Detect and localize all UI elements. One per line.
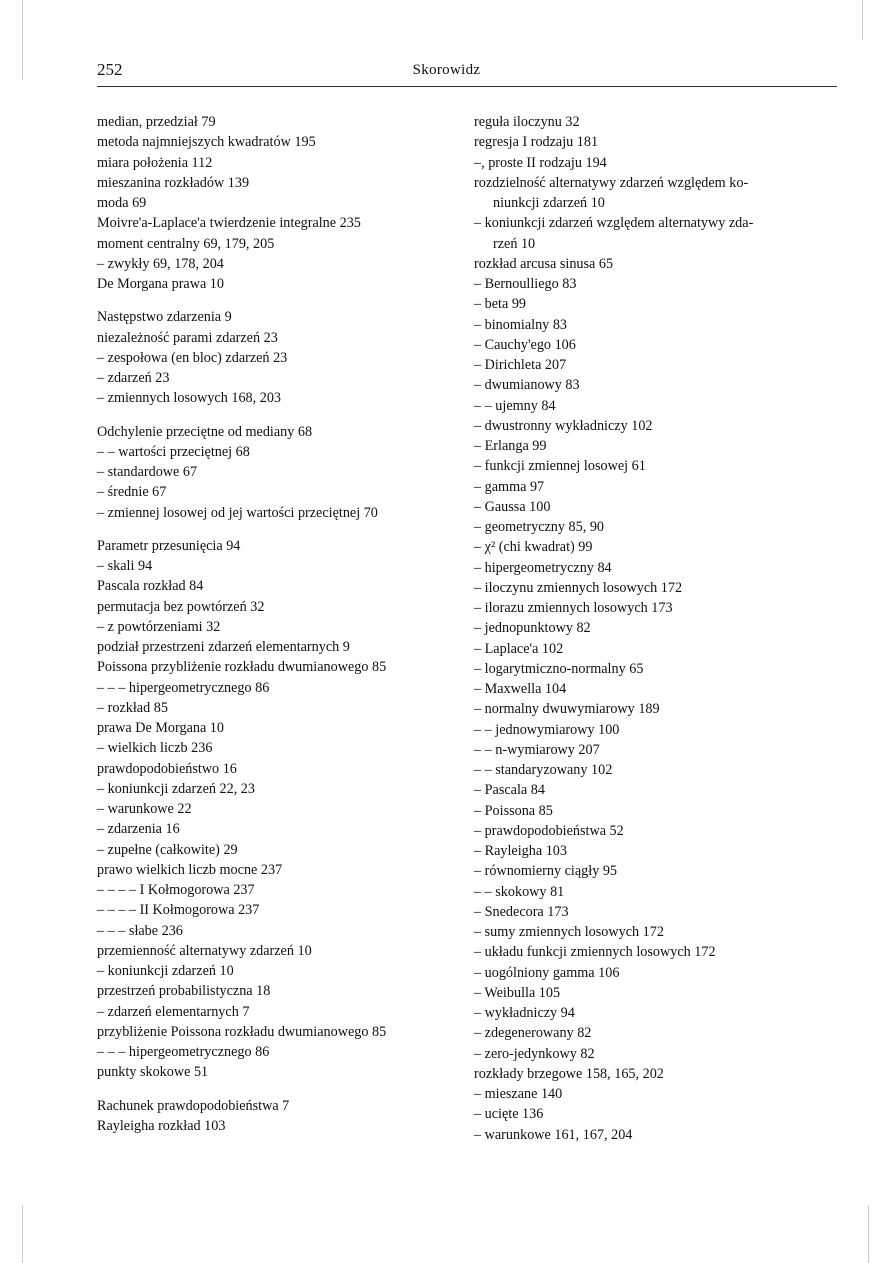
index-entry: – zespołowa (en bloc) zdarzeń 23 — [97, 349, 288, 366]
running-title: Skorowidz — [412, 62, 481, 78]
index-entry: – uogólniony gamma 106 — [474, 964, 620, 981]
index-entry: rozkład arcusa sinusa 65 — [474, 255, 614, 272]
index-entry: – zdarzeń 23 — [97, 370, 170, 386]
index-entry: – – skokowy 81 — [474, 883, 565, 900]
index-entry: reguła iloczynu 32 — [474, 114, 580, 130]
section-gap — [97, 1083, 459, 1096]
index-entry: – – – – I Kołmogorowa 237 — [97, 882, 255, 898]
index-entry: Poissona przybliżenie rozkładu dwumianowego 85 — [97, 659, 387, 676]
index-entry: – prawdopodobieństwa 52 — [474, 822, 624, 839]
scan-edge — [868, 1205, 869, 1263]
section-gap — [97, 294, 459, 307]
index-entry: – zupełne (całkowite) 29 — [97, 841, 238, 858]
index-entry: – koniunkcji zdarzeń 22, 23 — [97, 780, 255, 797]
index-entry: – – – hipergeometrycznego 86 — [97, 679, 270, 696]
index-entry: rozdzielność alternatywy zdarzeń względem ko- — [474, 174, 749, 191]
index-entry: – – ujemny 84 — [474, 397, 556, 414]
index-entry: – Laplace'a 102 — [474, 640, 564, 657]
index-entry: – sumy zmiennych losowych 172 — [474, 924, 664, 940]
index-entry: – zwykły 69, 178, 204 — [97, 255, 224, 272]
index-entry: – logarytmiczno-normalny 65 — [474, 660, 644, 677]
index-entry: – równomierny ciągły 95 — [474, 863, 618, 880]
index-entry: – – – hipergeometrycznego 86 — [97, 1044, 270, 1060]
section-gap — [97, 409, 459, 422]
index-entry: rozkłady brzegowe 158, 165, 202 — [474, 1065, 664, 1082]
index-entry: prawdopodobieństwo 16 — [97, 760, 237, 777]
index-entry: – wykładniczy 94 — [474, 1005, 575, 1021]
index-entry: – Weibulla 105 — [474, 984, 561, 1001]
index-entry: – gamma 97 — [474, 478, 545, 495]
index-entry: Rachunek prawdopodobieństwa 7 — [97, 1097, 290, 1114]
index-entry: – – n-wymiarowy 207 — [474, 741, 600, 758]
index-entry: permutacja bez powtórzeń 32 — [97, 598, 265, 615]
index-entry: – Bernoulliego 83 — [474, 276, 577, 292]
index-entry: – – – słabe 236 — [97, 922, 183, 939]
index-entry: prawo wielkich liczb mocne 237 — [97, 861, 283, 878]
index-entry: – warunkowe 22 — [97, 801, 192, 817]
index-entry: – standardowe 67 — [97, 464, 198, 480]
index-entry: – zmiennych losowych 168, 203 — [97, 390, 282, 407]
index-entry: – zero-jedynkowy 82 — [474, 1045, 595, 1062]
index-entry: – hipergeometryczny 84 — [474, 559, 612, 576]
index-entry: – z powtórzeniami 32 — [97, 618, 221, 635]
index-entry: przybliżenie Poissona rozkładu dwumianowego 85 — [97, 1023, 387, 1040]
index-entry: – – jednowymiarowy 100 — [474, 721, 620, 738]
index-entry: Pascala rozkład 84 — [97, 578, 204, 595]
index-entry: mieszanina rozkładów 139 — [97, 174, 250, 191]
index-entry: – skali 94 — [97, 558, 153, 574]
index-column-right — [474, 112, 844, 1145]
index-entry: – – – – II Kołmogorowa 237 — [97, 902, 260, 919]
index-entry: – dwustronny wykładniczy 102 — [474, 417, 653, 434]
index-entry: – koniunkcji zdarzeń względem alternatywy zda- — [474, 215, 754, 232]
scan-edge — [22, 1205, 23, 1263]
section-gap — [97, 523, 459, 536]
index-column-left — [97, 112, 459, 1136]
index-entry: – średnie 67 — [97, 484, 167, 501]
index-entry: – dwumianowy 83 — [474, 377, 580, 394]
index-entry: Parametr przesunięcia 94 — [97, 537, 241, 554]
index-entry: punkty skokowe 51 — [97, 1064, 209, 1081]
index-entry: – – standaryzowany 102 — [474, 762, 613, 778]
index-entry: – Snedecora 173 — [474, 903, 569, 920]
index-entry: Odchylenie przeciętne od mediany 68 — [97, 423, 313, 440]
index-entry: – zdarzenia 16 — [97, 821, 180, 838]
index-entry: – zmiennej losowej od jej wartości przeciętnej 70 — [97, 504, 378, 521]
index-entry: miara położenia 112 — [97, 154, 213, 171]
index-entry: podział przestrzeni zdarzeń elementarnych 9 — [97, 639, 350, 655]
index-entry: – koniunkcji zdarzeń 10 — [97, 963, 234, 979]
index-entry: median, przedział 79 — [97, 114, 216, 130]
index-entry: niezależność parami zdarzeń 23 — [97, 329, 278, 346]
index-entry: – beta 99 — [474, 296, 527, 313]
index-entry: – Gaussa 100 — [474, 498, 551, 515]
index-entry: przestrzeń probabilistyczna 18 — [97, 983, 271, 1000]
index-entry: – binomialny 83 — [474, 316, 568, 333]
index-entry: – jednopunktowy 82 — [474, 620, 591, 637]
index-entry: – Maxwella 104 — [474, 681, 567, 697]
index-entry: – wielkich liczb 236 — [97, 740, 213, 757]
index-entry: Następstwo zdarzenia 9 — [97, 309, 232, 326]
index-entry: Rayleigha rozkład 103 — [97, 1117, 226, 1134]
index-entry: niunkcji zdarzeń 10 — [493, 195, 605, 211]
index-entry: – ucięte 136 — [474, 1106, 544, 1123]
index-entry: – Dirichleta 207 — [474, 357, 567, 373]
index-entry: –, proste II rodzaju 194 — [474, 154, 607, 171]
index-entry: – – wartości przeciętnej 68 — [97, 443, 250, 460]
index-entry: – ilorazu zmiennych losowych 173 — [474, 600, 673, 616]
index-entry: – χ² (chi kwadrat) 99 — [474, 539, 593, 556]
index-entry: – Cauchy'ego 106 — [474, 336, 576, 353]
index-entry: – mieszane 140 — [474, 1086, 563, 1102]
scan-edge — [862, 0, 863, 40]
index-entry: – zdarzeń elementarnych 7 — [97, 1003, 250, 1020]
index-entry: – układu funkcji zmiennych losowych 172 — [474, 944, 716, 961]
header-rule — [97, 86, 837, 87]
index-entry: moment centralny 69, 179, 205 — [97, 235, 275, 252]
index-entry: metoda najmniejszych kwadratów 195 — [97, 134, 316, 151]
index-entry: – Poissona 85 — [474, 802, 553, 819]
index-entry: – funkcji zmiennej losowej 61 — [474, 458, 646, 475]
index-entry: – geometryczny 85, 90 — [474, 519, 605, 535]
index-entry: – normalny dwuwymiarowy 189 — [474, 701, 660, 718]
index-entry: – iloczynu zmiennych losowych 172 — [474, 579, 683, 596]
page-number: 252 — [97, 60, 123, 79]
index-entry: – warunkowe 161, 167, 204 — [474, 1126, 633, 1143]
index-entry: regresja I rodzaju 181 — [474, 134, 599, 151]
index-entry: – zdegenerowany 82 — [474, 1025, 592, 1042]
index-entry: – rozkład 85 — [97, 699, 168, 716]
index-entry: rzeń 10 — [493, 235, 536, 252]
index-entry: De Morgana prawa 10 — [97, 276, 224, 292]
index-entry: – Erlanga 99 — [474, 438, 547, 454]
index-entry: moda 69 — [97, 195, 147, 211]
index-entry: przemienność alternatywy zdarzeń 10 — [97, 942, 312, 959]
index-entry: Moivre'a-Laplace'a twierdzenie integralne 235 — [97, 215, 361, 232]
index-entry: prawa De Morgana 10 — [97, 720, 224, 736]
index-entry: – Pascala 84 — [474, 782, 545, 799]
index-entry: – Rayleigha 103 — [474, 843, 567, 859]
